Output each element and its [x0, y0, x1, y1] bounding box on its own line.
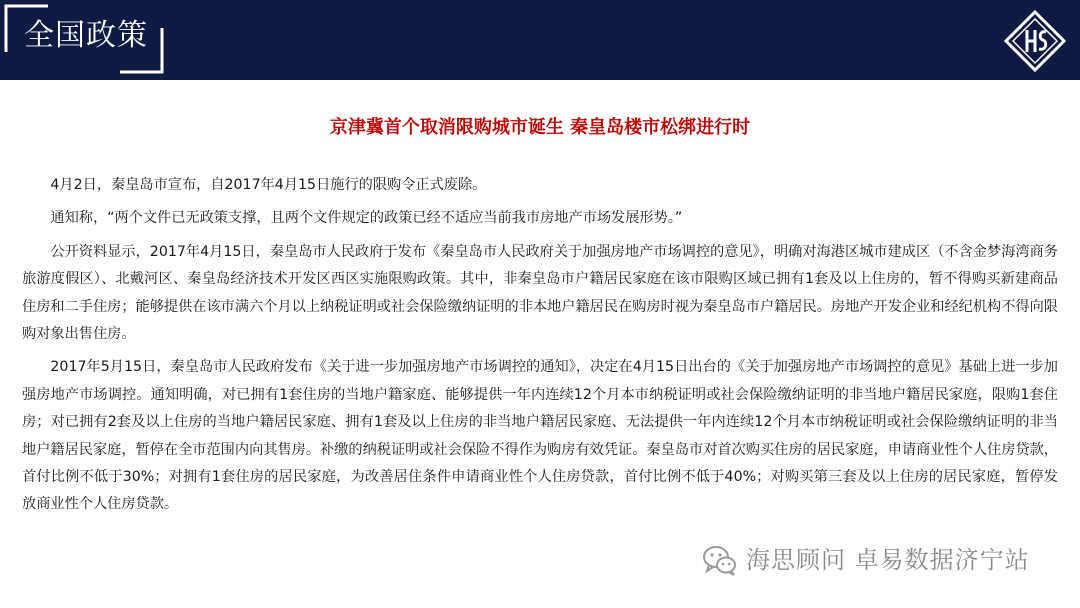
document-title: 京津冀首个取消限购城市诞生 秦皇岛楼市松绑进行时	[329, 117, 751, 138]
paragraph-2: 通知称，“两个文件已无政策支撑，且两个文件规定的政策已经不适应当前我市房地产市场发展形势。”	[50, 210, 683, 227]
header-bar	[0, 0, 1080, 80]
paragraph-1: 4月2日，秦皇岛市宣布，自2017年4月15日施行的限购令正式废除。	[50, 177, 487, 193]
paragraph-4: 2017年5月15日，秦皇岛市人民政府发布《关于进一步加强房地产市场调控的通知》，决定在4月15日出台的《关于加强房地产市场调控的意见》基础上进一步加强房地产市场调控。通知明确，对已拥有1套住房的当地户籍家庭、能够提供一年内连续12个月本市纳税证明或社会保险缴纳证明的非当地户籍居民家庭，限购1套住房；对已拥有2套及以上住房的当地户籍居民家庭、拥有1套及以上住房的非当地户籍居民家庭、无法提供一年内连续12个月本市纳税证明或社会保险缴纳证明的非当地户籍居民家庭，暂停在全市范围内向其售房。补缴的纳税证明或社会保险不得作为购房有效凭证。秦皇岛市对首次购买住房的居民家庭，申请商业性个人住房贷款，首付比例不低于30%；对拥有1套住房的居民家庭，为改善居住条件申请商业性个人住房贷款，首付比例不低于40%；对购买第三套及以上住房的居民家庭，暂停发放商业性个人住房贷款。	[22, 359, 1058, 513]
watermark-text: 海思顾问 卓易数据济宁站	[746, 546, 1030, 574]
hs-diamond-logo-icon	[1004, 10, 1066, 72]
watermark	[700, 540, 1030, 580]
paragraph-3: 公开资料显示，2017年4月15日，秦皇岛市人民政府于发布《秦皇岛市人民政府关于加强房地产市场调控的意见》，明确对海港区城市建成区（不含金梦海湾商务旅游度假区）、北戴河区、秦皇岛经济技术开发区西区实施限购政策。其中，非秦皇岛市户籍居民家庭在该市限购区域已拥有1套及以上住房的，暂不得购买新建商品住房和二手住房；能够提供在该市满六个月以上纳税证明或社会保险缴纳证明的非本地户籍居民在购房时视为秦皇岛市户籍居民。房地产开发企业和经纪机构不得向限购对象出售住房。	[22, 243, 1058, 343]
wechat-icon	[700, 540, 740, 580]
document-body	[22, 172, 1058, 525]
page-title: 全国政策	[24, 18, 148, 53]
